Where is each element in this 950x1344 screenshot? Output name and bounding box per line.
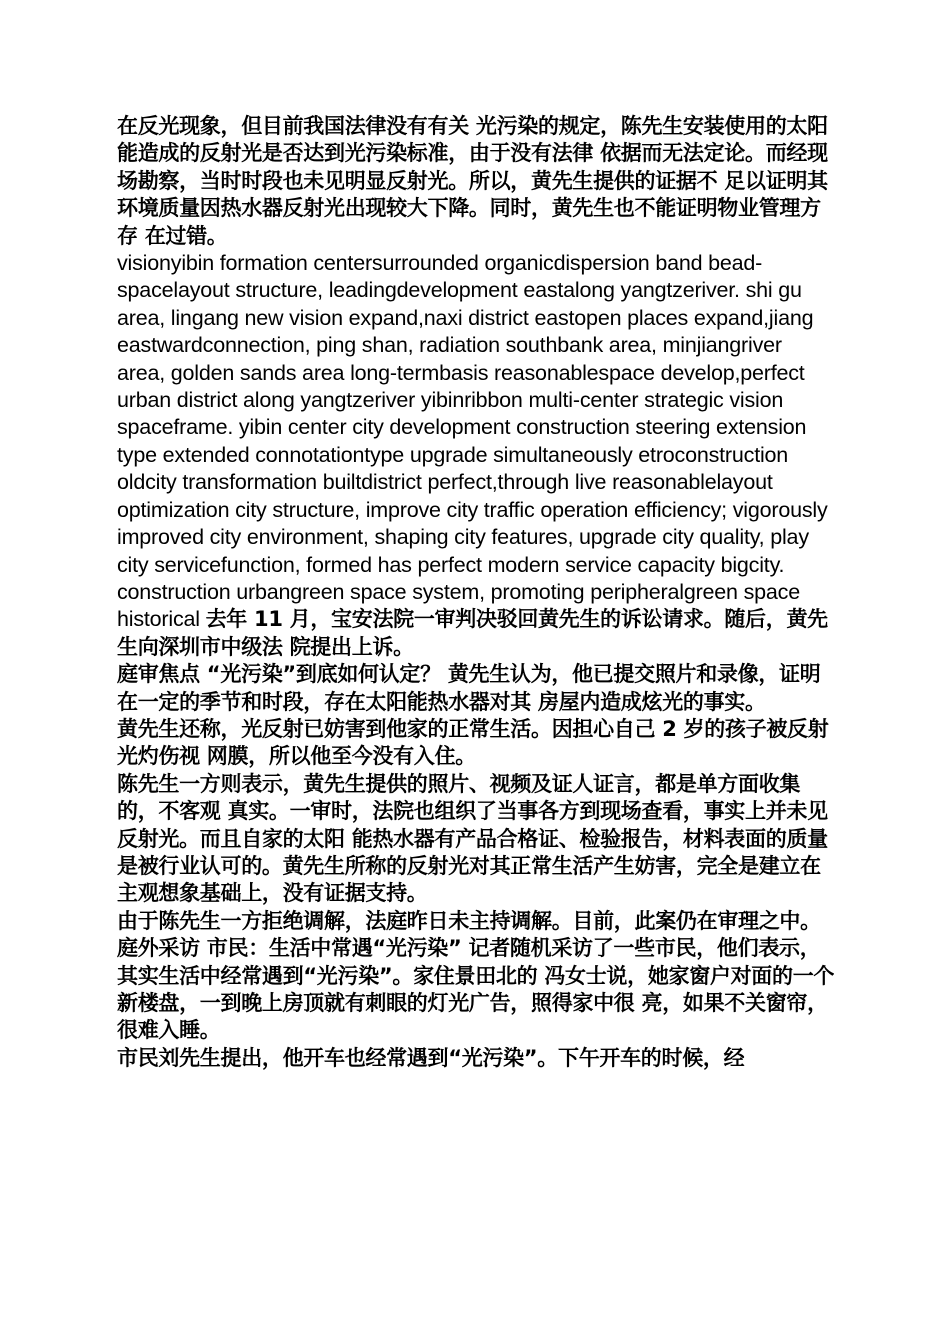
paragraph-interview: 庭外采访 市民：生活中常遇“光污染” 记者随机采访了一些市民，他们表示，其实生活中经常遇到“光污染”。家住景田北的 冯女士说，她家窗户对面的一个新楼盘，一到晚上房顶就有刺眼的灯光广告，照得家中很 亮，如果不关窗帘，很难入睡。 [117, 936, 835, 1043]
document-page [117, 113, 835, 1072]
paragraph-mediation: 由于陈先生一方拒绝调解，法庭昨日未主持调解。目前，此案仍在审理之中。 [117, 908, 821, 933]
english-text: visionyibin formation centersurrounded organicdispersion band bead-spacelayout structure, leadingdevelopment eastalong yangtzeriver. shi gu area, lingang new vision expand,naxi district eastopen places expand,jiang eastwardconnection, ping shan, radiation southbank area, minjiangriver area, golden sands area long-termbasis reasonablespace develop,perfect urban district along yangtzeriver yibinribbon multi-center strategic vision spaceframe. yibin center city development construction steering extension type extended connotationtype upgrade simultaneously etroconstruction oldcity transformation builtdistrict perfect,through live reasonablelayout optimization city structure, improve city traffic operation efficiency; vigorously improved city environment, shaping city features, upgrade city quality, play city servicefunction, formed has perfect modern service capacity bigcity. construction urbangreen space system, promoting peripheralgreen space historical [117, 251, 828, 632]
paragraph-intro: 在反光现象，但目前我国法律没有有关 光污染的规定，陈先生安装使用的太阳能造成的反射光是否达到光污染标准，由于没有法律 依据而无法定论。而经现场勘察，当时时段也未见明显反射光。所以，黄先生提供的证据不 足以证明其环境质量因热水器反射光出现较大下降。同时，黄先生也不能证明物业管理方存 在过错。 [117, 114, 828, 248]
paragraph-liu: 市民刘先生提出，他开车也经常遇到“光污染”。下午开车的时候，经 [117, 1045, 745, 1070]
paragraph-trial-focus: 庭审焦点 “光污染”到底如何认定？ 黄先生认为，他已提交照片和录像，证明在一定的季节和时段，存在太阳能热水器对其 房屋内造成炫光的事实。 [117, 662, 821, 714]
paragraph-huang-claim: 黄先生还称，光反射已妨害到他家的正常生活。因担心自己 2 岁的孩子被反射光灼伤视 网膜，所以他至今没有入住。 [117, 716, 829, 769]
english-tail-chinese: 去年 11 月，宝安法院一审判决驳回黄先生的诉讼请求。随后，黄先生向深圳市中级法 院提出上诉。 [117, 607, 828, 659]
paragraph-english [117, 250, 835, 661]
paragraph-chen-response: 陈先生一方则表示，黄先生提供的照片、视频及证人证言，都是单方面收集的，不客观 真实。一审时，法院也组织了当事各方到现场查看，事实上并未见反射光。而且自家的太阳 能热水器有产品合格证、检验报告，材料表面的质量是被行业认可的。黄先生所称的反射光对其正常生活产生妨害，完全是建立在主观想象基础上，没有证据支持。 [117, 771, 828, 906]
